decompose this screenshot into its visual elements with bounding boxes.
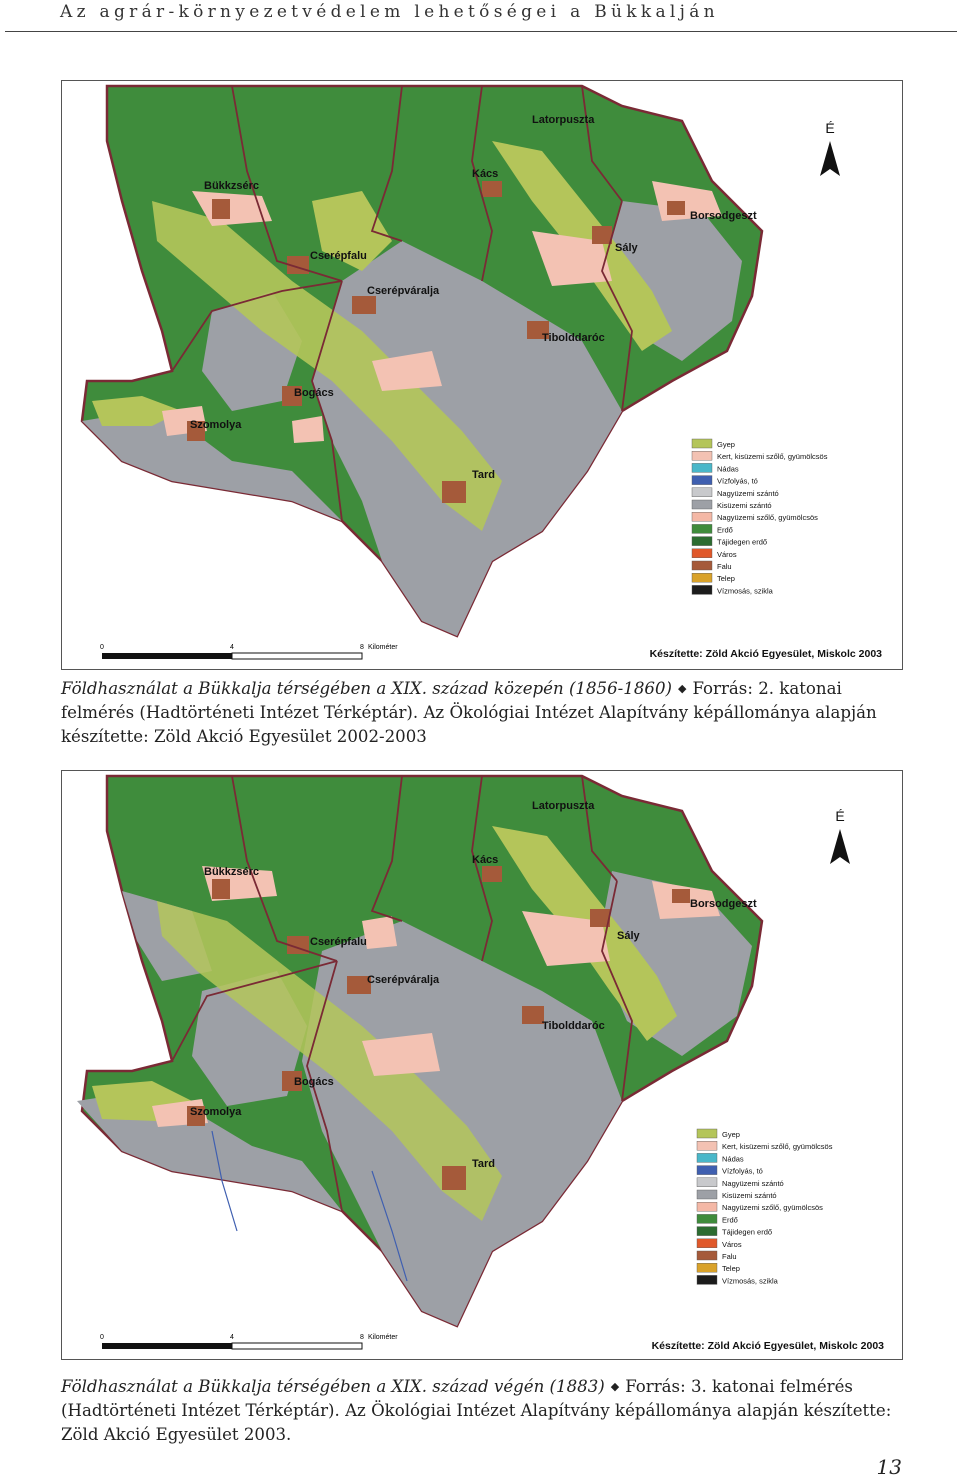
place-label: Szomolya [190,1106,242,1118]
place-label: Tard [472,469,496,481]
north-label: É [835,808,845,824]
village [482,181,502,197]
scale-bar [100,1334,398,1349]
header-rule [5,31,957,32]
legend-swatch [697,1251,717,1260]
village [212,199,230,219]
village [592,226,612,244]
legend-swatch [692,573,712,582]
land-use-map-1856 [61,80,903,670]
village [522,1006,544,1024]
village [667,201,685,215]
caption-title: Földhasználat a Bükkalja térségében a XIX. század végén (1883) [61,1377,605,1396]
place-label: Kács [472,168,499,180]
map-caption-2 [61,1375,906,1447]
place-label: Cserépváralja [367,285,440,297]
caption-source: Forrás: 2. katonai felmérés (Hadtörténeti Intézet Térképtár). Az Ökológiai Intézet Alapítvány képállománya alapján készítette: Zöld Akció Egyesület 2002-2003 [61,679,877,746]
caption-separator: ◆ [677,682,687,695]
svg-text:Kilométer: Kilométer [368,644,398,651]
legend-label: Nádas [722,1154,744,1164]
map-caption-1 [61,677,906,749]
legend-label: Nagyüzemi szőlő, gyümölcsös [722,1203,823,1213]
caption-title: Földhasználat a Bükkalja térségében a XIX. század közepén (1856-1860) [61,679,672,698]
legend-swatch [692,524,712,533]
legend-swatch [697,1263,717,1272]
legend-swatch [697,1239,717,1248]
place-label: Kács [472,854,499,866]
scale-bar [100,644,398,659]
legend-label: Nádas [717,464,739,474]
page-number: 13 [876,1455,902,1479]
legend-label: Falu [722,1252,737,1261]
legend-label: Vízfolyás, tó [722,1166,763,1176]
legend-label: Kert, kisüzemi szőlő, gyümölcsös [717,452,828,462]
svg-text:4: 4 [230,1334,234,1341]
legend-swatch [692,585,712,594]
legend-swatch [692,476,712,485]
north-label: É [825,120,835,136]
legend-label: Erdő [717,525,733,535]
place-label: Bükkzsérc [204,180,260,192]
legend-label: Nagyüzemi szőlő, gyümölcsös [717,513,818,523]
legend-swatch [692,451,712,460]
legend-label: Gyep [722,1130,740,1139]
legend-label: Kisüzemi szántó [722,1191,777,1200]
svg-text:Kilométer: Kilométer [368,1334,398,1341]
place-label: Tibolddaróc [542,1020,605,1032]
running-head: Az agrár-környezetvédelem lehetőségei a Bükkalján [60,2,719,22]
svg-text:8: 8 [360,1334,364,1341]
svg-text:0: 0 [100,1334,104,1341]
legend-label: Vízmosás, szikla [717,586,773,596]
place-label: Latorpuszta [532,114,595,126]
legend-label: Falu [717,562,732,571]
legend-swatch [697,1166,717,1175]
legend-label: Város [722,1239,742,1249]
map-legend [697,1129,833,1285]
legend-label: Kisüzemi szántó [717,501,772,510]
legend-label: Telep [722,1264,740,1274]
legend-swatch [692,537,712,546]
legend-swatch [692,561,712,570]
legend-swatch [697,1227,717,1236]
place-label: Latorpuszta [532,800,595,812]
north-arrow-icon [820,141,840,176]
legend-swatch [697,1141,717,1150]
legend-label: Város [717,549,737,559]
place-label: Sály [615,242,638,254]
legend-label: Nagyüzemi szántó [717,488,779,498]
legend-label: Gyep [717,440,735,449]
legend-swatch [692,488,712,497]
legend-swatch [697,1178,717,1187]
legend-swatch [697,1202,717,1211]
legend-swatch [692,463,712,472]
svg-text:0: 0 [100,644,104,651]
village [442,1166,466,1190]
map-legend [692,439,828,595]
legend-swatch [692,512,712,521]
place-label: Borsodgeszt [690,898,757,910]
caption-separator: ◆ [610,1380,620,1393]
legend-label: Kert, kisüzemi szőlő, gyümölcsös [722,1142,833,1152]
legend-label: Erdő [722,1215,738,1225]
place-label: Cserépváralja [367,974,440,986]
legend-swatch [697,1214,717,1223]
place-label: Bükkzsérc [204,866,260,878]
legend-label: Vízmosás, szikla [722,1276,778,1286]
svg-text:8: 8 [360,644,364,651]
legend-label: Vízfolyás, tó [717,476,758,486]
north-arrow-icon [830,829,850,864]
legend-swatch [697,1190,717,1199]
village [482,866,502,882]
place-label: Szomolya [190,419,242,431]
village [442,481,466,503]
place-label: Sály [617,930,640,942]
place-label: Tibolddaróc [542,332,605,344]
svg-text:4: 4 [230,644,234,651]
village [212,879,230,899]
orchard [362,916,397,949]
legend-label: Tájidegen erdő [722,1227,773,1237]
legend-label: Telep [717,574,735,584]
legend-swatch [692,549,712,558]
place-label: Borsodgeszt [690,210,757,222]
place-label: Tard [472,1158,496,1170]
legend-label: Tájidegen erdő [717,537,768,547]
legend-swatch [697,1129,717,1138]
map-credit: Készítette: Zöld Akció Egyesület, Miskolc 2003 [649,648,882,660]
legend-label: Nagyüzemi szántó [722,1178,784,1188]
legend-swatch [697,1275,717,1284]
legend-swatch [692,500,712,509]
legend-swatch [697,1153,717,1162]
village [352,296,376,314]
legend-swatch [692,439,712,448]
caption-source: Forrás: 3. katonai felmérés (Hadtörténeti Intézet Térképtár). Az Ökológiai Intézet Alapítvány képállománya alapján készítette: Zöld Akció Egyesület 2003. [61,1377,892,1444]
village [672,889,690,903]
place-label: Cserépfalu [310,936,367,948]
place-label: Bogács [294,1076,334,1088]
place-label: Bogács [294,387,334,399]
land-use-map-1883 [61,770,903,1360]
place-label: Cserépfalu [310,250,367,262]
map-credit: Készítette: Zöld Akció Egyesület, Miskolc 2003 [651,1340,884,1352]
